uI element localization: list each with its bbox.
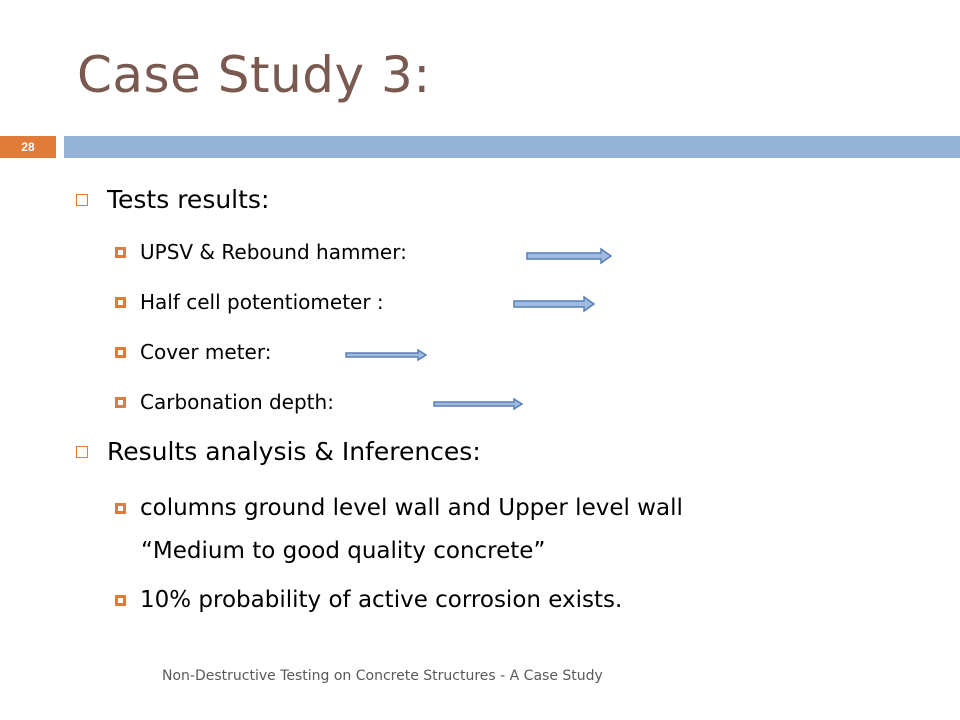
sub-bullet-label: 10% probability of active corrosion exists. <box>140 587 623 613</box>
square-bullet-icon <box>115 503 126 514</box>
sub-bullet-label: Cover meter: <box>140 340 272 364</box>
square-bullet-icon <box>115 247 126 258</box>
square-bullet-icon <box>115 347 126 358</box>
sub-bullet-label: UPSV & Rebound hammer: <box>140 240 407 264</box>
sub-bullet-label: Carbonation depth: <box>140 390 334 414</box>
slide-footer: Non-Destructive Testing on Concrete Structures - A Case Study <box>162 668 603 684</box>
sub-bullet-columns <box>115 495 683 521</box>
sub-bullet-upsv <box>115 240 407 264</box>
arrow-right-icon <box>432 395 524 413</box>
section-heading: Results analysis & Inferences: <box>107 437 481 466</box>
sub-bullet-continuation: “Medium to good quality concrete” <box>141 538 546 564</box>
section-heading: Tests results: <box>107 185 270 214</box>
header-bar <box>64 136 960 158</box>
arrow-right-icon <box>344 346 428 364</box>
slide-title: Case Study 3: <box>77 46 431 104</box>
arrow-right-icon <box>525 246 613 266</box>
slide-number: 28 <box>21 140 35 154</box>
sub-bullet-cover-meter <box>115 340 271 364</box>
square-bullet-icon <box>115 297 126 308</box>
bullet-results-analysis <box>76 437 481 466</box>
sub-bullet-label: Half cell potentiometer : <box>140 290 384 314</box>
slide-number-badge <box>0 136 56 158</box>
sub-bullet-label: columns ground level wall and Upper level wall <box>140 495 683 521</box>
sub-bullet-half-cell <box>115 290 384 314</box>
sub-bullet-carbonation <box>115 390 334 414</box>
arrow-right-icon <box>512 294 596 314</box>
hollow-square-bullet-icon <box>76 194 88 206</box>
bullet-tests-results <box>76 185 269 214</box>
square-bullet-icon <box>115 397 126 408</box>
square-bullet-icon <box>115 595 126 606</box>
hollow-square-bullet-icon <box>76 446 88 458</box>
sub-bullet-corrosion <box>115 587 622 613</box>
